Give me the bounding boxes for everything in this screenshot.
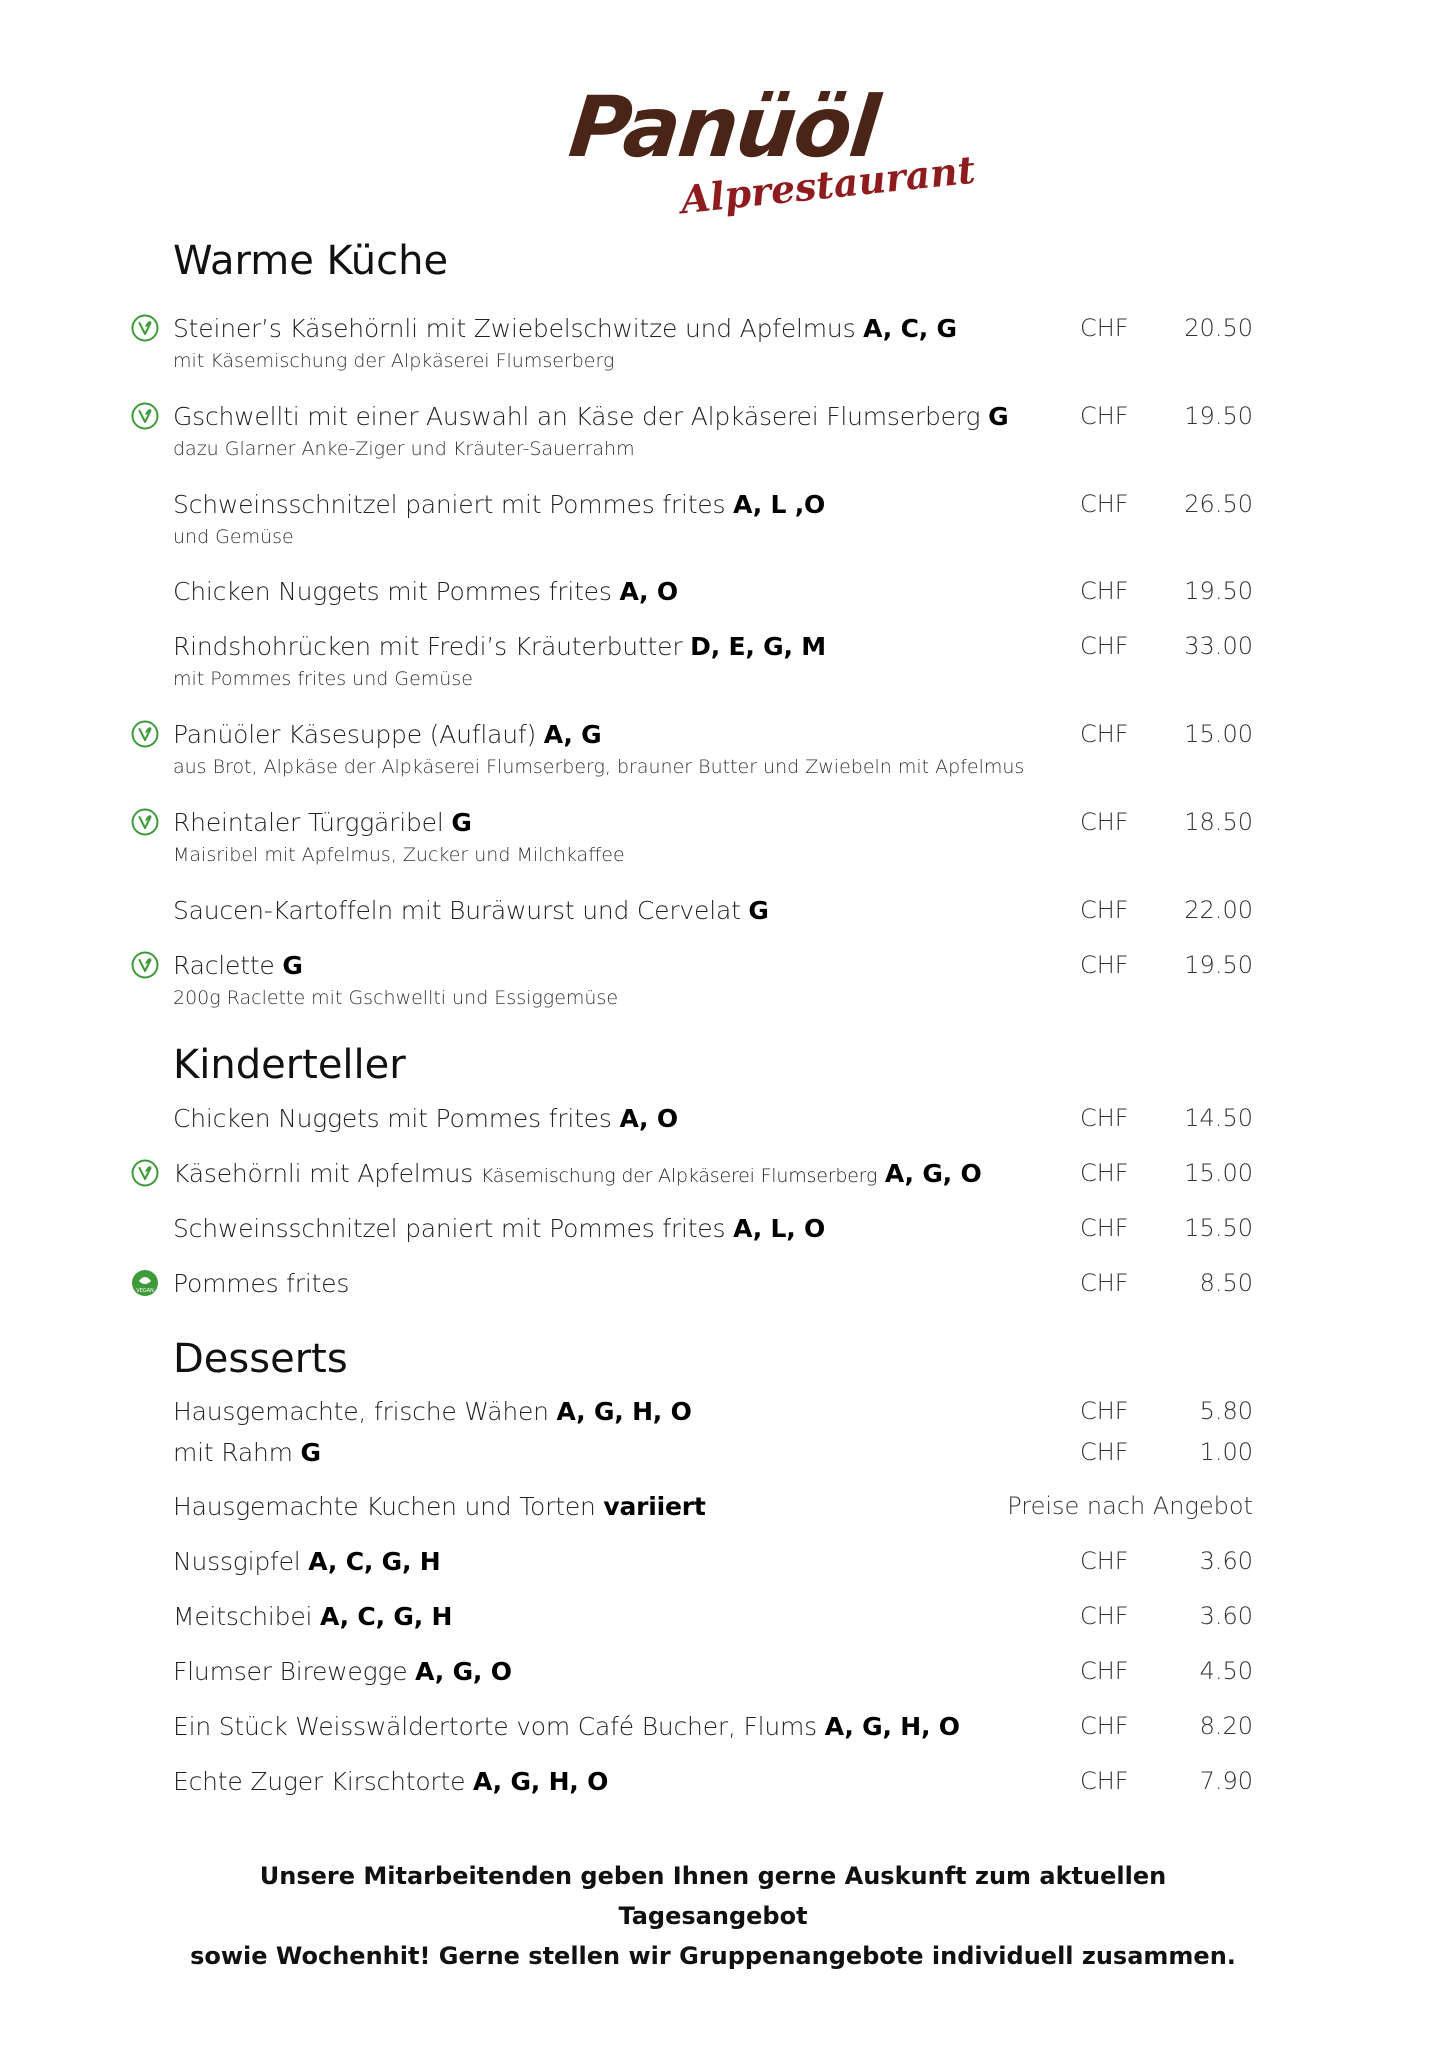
menu-item [173, 1712, 1253, 1752]
vegetarian-icon [131, 951, 159, 979]
dish-name: Meitschibei [173, 1602, 313, 1631]
dish-description: und Gemüse [173, 526, 294, 548]
dish-name: Flumser Birewegge [173, 1657, 408, 1686]
menu-item-name [173, 1712, 960, 1741]
menu-item [173, 1159, 1253, 1199]
currency-label: CHF [1080, 1438, 1129, 1466]
dish-name: mit Rahm [173, 1438, 293, 1467]
menu-item [173, 1104, 1253, 1144]
price: 4.50 [1199, 1657, 1253, 1685]
dish-description: Maisribel mit Apfelmus, Zucker und Milchkaffee [173, 844, 625, 866]
menu-item-name [173, 720, 601, 749]
menu-item [173, 490, 1253, 548]
allergen-codes: A, G, H, O [556, 1397, 692, 1426]
menu-item-name [173, 1269, 349, 1298]
currency-label: CHF [1080, 720, 1129, 748]
dish-description: mit Pommes frites und Gemüse [173, 668, 473, 690]
allergen-codes: A, G, O [415, 1657, 512, 1686]
logo-wordmark: Panüöl [564, 78, 883, 176]
footer-line-1: Unsere Mitarbeitenden geben Ihnen gerne Auskunft zum aktuellen Tagesangebot [259, 1862, 1167, 1930]
price: 7.90 [1199, 1767, 1253, 1795]
currency-label: CHF [1080, 951, 1129, 979]
menu-item-name [173, 402, 1008, 431]
menu-item [173, 808, 1253, 866]
currency-label: CHF [1080, 1547, 1129, 1575]
menu-item-name [173, 1397, 692, 1426]
vegetarian-icon [131, 808, 159, 836]
dish-name: Nussgipfel [173, 1547, 301, 1576]
vegetarian-icon [131, 314, 159, 342]
dish-name: Chicken Nuggets mit Pommes frites [173, 577, 612, 606]
dish-description: aus Brot, Alpkäse der Alpkäserei Flumserberg, brauner Butter und Zwiebeln mit Apfelmus [173, 756, 1025, 778]
dish-name: Hausgemachte, frische Wähen [173, 1397, 549, 1426]
currency-label: CHF [1080, 402, 1129, 430]
price: 20.50 [1184, 314, 1253, 342]
allergen-codes: G [451, 808, 472, 837]
dish-name: Hausgemachte Kuchen und Torten [173, 1492, 596, 1521]
dish-name: Rindshohrücken mit Fredi’s Kräuterbutter [173, 632, 683, 661]
allergen-codes: G [282, 951, 303, 980]
currency-label: CHF [1080, 1214, 1129, 1242]
currency-label: CHF [1080, 632, 1129, 660]
dish-name: Gschwellti mit einer Auswahl an Käse der Alpkäserei Flumserberg [173, 402, 981, 431]
menu-item [173, 577, 1253, 617]
menu-item [173, 1438, 1253, 1478]
allergen-codes: A, L, O [733, 1214, 826, 1243]
dish-name: Ein Stück Weisswäldertorte vom Café Bucher, Flums [173, 1712, 817, 1741]
dish-name: Saucen-Kartoffeln mit Buräwurst und Cervelat [173, 896, 741, 925]
allergen-codes: A, G, H, O [824, 1712, 960, 1741]
currency-label: CHF [1080, 1712, 1129, 1740]
dish-name: Schweinsschnitzel paniert mit Pommes frites [173, 490, 726, 519]
price: 8.50 [1199, 1269, 1253, 1297]
menu-item [173, 1767, 1253, 1807]
vegan-icon-label: VEGAN [136, 1288, 154, 1294]
footer-line-2: sowie Wochenhit! Gerne stellen wir Gruppenangebote individuell zusammen. [190, 1942, 1236, 1970]
price: 5.80 [1199, 1397, 1253, 1425]
dish-description: 200g Raclette mit Gschwellti und Essiggemüse [173, 987, 619, 1009]
allergen-codes: A, G, H, O [473, 1767, 609, 1796]
dish-description-inline: Käsemischung der Alpkäserei Flumserberg [480, 1165, 878, 1187]
price: 3.60 [1199, 1547, 1253, 1575]
section-title-kinderteller: Kinderteller [173, 1042, 406, 1088]
vegetarian-icon [131, 402, 159, 430]
currency-label: CHF [1080, 1602, 1129, 1630]
menu-item [173, 1602, 1253, 1642]
allergen-codes: A, G [543, 720, 602, 749]
menu-item [173, 1214, 1253, 1254]
dish-name: Chicken Nuggets mit Pommes frites [173, 1104, 612, 1133]
allergen-codes: A, C, G [863, 314, 957, 343]
menu-item [173, 632, 1253, 690]
price: 3.60 [1199, 1602, 1253, 1630]
price: 18.50 [1184, 808, 1253, 836]
allergen-codes: A, O [619, 577, 678, 606]
menu-item-name [173, 808, 472, 837]
menu-item-name [173, 951, 303, 980]
dish-name: Käsehörnli mit Apfelmus [173, 1159, 474, 1188]
footer-note [173, 1856, 1253, 1976]
menu-item-name [173, 490, 825, 519]
currency-label: CHF [1080, 1104, 1129, 1132]
dish-name: Steiner’s Käsehörnli mit Zwiebelschwitze und Apfelmus [173, 314, 856, 343]
dish-description: mit Käsemischung der Alpkäserei Flumserberg [173, 350, 615, 372]
menu-item [173, 1547, 1253, 1587]
menu-item [173, 1657, 1253, 1697]
currency-label: CHF [1080, 490, 1129, 518]
menu-item [173, 314, 1253, 372]
price: 19.50 [1184, 402, 1253, 430]
dish-name: Schweinsschnitzel paniert mit Pommes frites [173, 1214, 726, 1243]
price: 14.50 [1184, 1104, 1253, 1132]
menu-item-name [173, 632, 826, 661]
menu-item [173, 1492, 1253, 1532]
price: 19.50 [1184, 951, 1253, 979]
currency-label: CHF [1080, 1159, 1129, 1187]
menu-item [136, 1269, 1253, 1309]
dish-name: Raclette [173, 951, 275, 980]
dish-name: Panüöler Käsesuppe (Auflauf) [173, 720, 536, 749]
menu-item [173, 402, 1253, 460]
menu-item-name [173, 1547, 441, 1576]
currency-label: CHF [1080, 896, 1129, 924]
menu-item-name [173, 1767, 608, 1796]
price: 26.50 [1184, 490, 1253, 518]
price: 8.20 [1199, 1712, 1253, 1740]
dish-name: Rheintaler Türggäribel [173, 808, 444, 837]
menu-item-name [173, 1438, 321, 1467]
price: 19.50 [1184, 577, 1253, 605]
section-title-desserts: Desserts [173, 1336, 348, 1382]
allergen-codes: G [300, 1438, 321, 1467]
menu-item-name [173, 896, 769, 925]
menu-item-name [173, 577, 678, 606]
vegetarian-icon [131, 720, 159, 748]
menu-item-name [173, 1657, 512, 1686]
menu-item-name [173, 1214, 825, 1243]
price: 15.50 [1184, 1214, 1253, 1242]
currency-label: CHF [1080, 1767, 1129, 1795]
dish-name: Pommes frites [173, 1269, 350, 1298]
allergen-codes: D, E, G, M [690, 632, 826, 661]
menu-item-name [173, 314, 957, 343]
section-title-warme-k-che: Warme Küche [173, 238, 449, 284]
menu-item-name [173, 1104, 678, 1133]
allergen-codes: A, O [619, 1104, 678, 1133]
allergen-codes: A, C, G, H [308, 1547, 441, 1576]
currency-label: CHF [1080, 314, 1129, 342]
menu-item [173, 720, 1253, 778]
currency-label: CHF [1080, 577, 1129, 605]
vegan-icon [131, 1269, 159, 1297]
menu-item-name [173, 1492, 706, 1521]
price: 1.00 [1199, 1438, 1253, 1466]
allergen-codes: A, G, O [884, 1159, 982, 1188]
currency-label: CHF [1080, 1397, 1129, 1425]
menu-item-name [173, 1602, 452, 1631]
allergen-codes: G [748, 896, 769, 925]
currency-label: CHF [1080, 1269, 1129, 1297]
logo-subtitle: Alprestaurant [678, 146, 978, 223]
price: 33.00 [1184, 632, 1253, 660]
price: 15.00 [1184, 720, 1253, 748]
restaurant-logo [564, 78, 978, 238]
price: 15.00 [1184, 1159, 1253, 1187]
dish-name: Echte Zuger Kirschtorte [173, 1767, 466, 1796]
price: Preise nach Angebot [1007, 1492, 1253, 1520]
menu-item-name [173, 1159, 982, 1188]
menu-item [173, 1397, 1253, 1437]
currency-label: CHF [1080, 1657, 1129, 1685]
allergen-codes: variiert [603, 1492, 706, 1521]
allergen-codes: A, L ,O [733, 490, 826, 519]
currency-label: CHF [1080, 808, 1129, 836]
vegetarian-icon [131, 1159, 159, 1187]
allergen-codes: G [988, 402, 1009, 431]
price: 22.00 [1184, 896, 1253, 924]
allergen-codes: A, C, G, H [320, 1602, 453, 1631]
dish-description: dazu Glarner Anke-Ziger und Kräuter-Sauerrahm [173, 438, 635, 460]
menu-item [173, 951, 1253, 1009]
menu-item [173, 896, 1253, 936]
